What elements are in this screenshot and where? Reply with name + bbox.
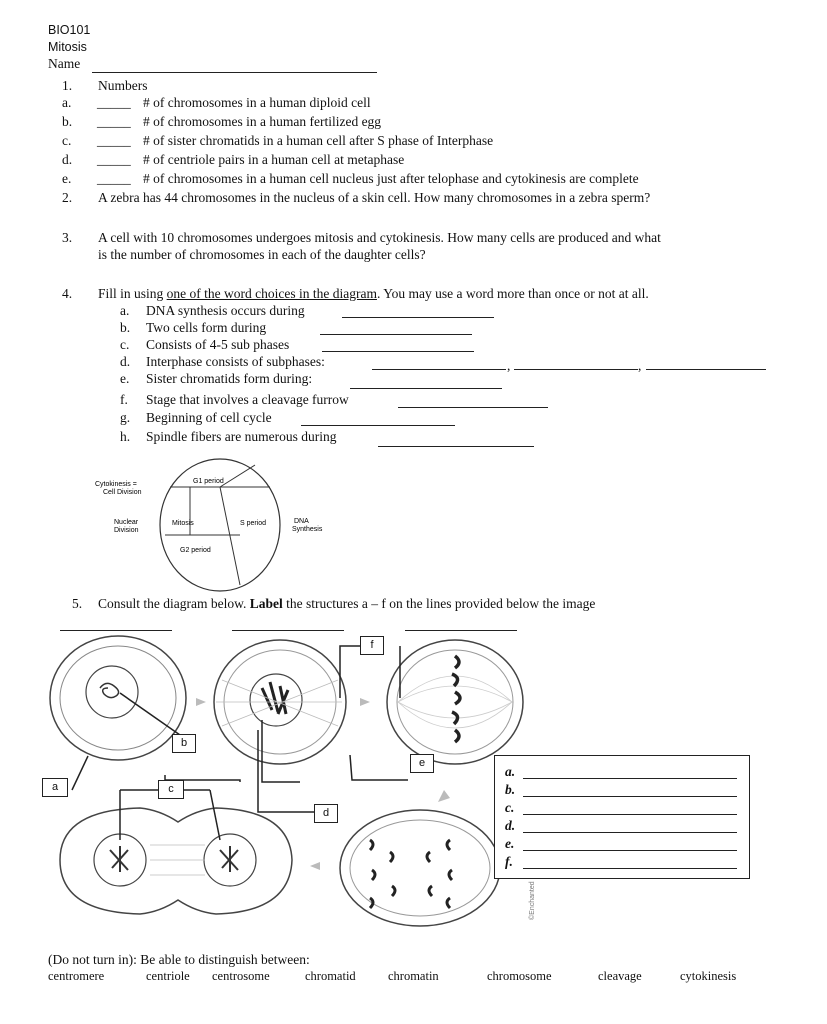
q3-number: 3. bbox=[62, 230, 73, 245]
label-box-d: d bbox=[314, 804, 338, 823]
cell-prophase bbox=[214, 640, 346, 764]
term: chromosome bbox=[487, 969, 552, 983]
cell-interphase bbox=[50, 636, 186, 760]
q1-item-blank[interactable]: _____ bbox=[97, 171, 131, 186]
term: cleavage bbox=[598, 969, 642, 983]
answer-letter: d. bbox=[505, 818, 516, 833]
q5-bold: Label bbox=[249, 596, 283, 611]
label-s: S period bbox=[240, 520, 267, 527]
answer-line[interactable] bbox=[523, 814, 737, 815]
q2-text: A zebra has 44 chromosomes in the nucleus of a skin cell. How many chromosomes in a zebra sperm? bbox=[98, 190, 651, 205]
term: chromatid bbox=[305, 969, 356, 983]
cell-cycle-diagram bbox=[90, 455, 340, 595]
q4-item-text: Interphase consists of subphases: bbox=[146, 354, 325, 369]
name-field[interactable] bbox=[92, 72, 377, 73]
q4-instructions-pre: Fill in using bbox=[98, 286, 167, 301]
q1-item-blank[interactable]: _____ bbox=[97, 95, 131, 110]
q3-text: A cell with 10 chromosomes undergoes mitosis and cytokinesis. How many cells are produced and what bbox=[98, 230, 661, 245]
label-g1: G1 period bbox=[193, 478, 224, 485]
q4-item-letter: e. bbox=[120, 371, 130, 386]
q4-instructions bbox=[98, 286, 649, 302]
q4-item-letter: c. bbox=[120, 337, 130, 352]
q4-item-letter: d. bbox=[120, 354, 131, 369]
label-cytokinesis: Cytokinesis = bbox=[95, 481, 137, 488]
answer-letter: b. bbox=[505, 782, 516, 797]
q4-item-text: Stage that involves a cleavage furrow bbox=[146, 392, 349, 407]
cell-anaphase bbox=[340, 810, 500, 926]
q1-item-letter: e. bbox=[62, 171, 72, 186]
course-code: BIO101 bbox=[48, 23, 91, 37]
label-box-c: c bbox=[158, 780, 184, 799]
q1-item-text: # of chromosomes in a human diploid cell bbox=[143, 95, 371, 110]
q4-item-letter: h. bbox=[120, 429, 131, 444]
label-box-b: b bbox=[172, 734, 196, 753]
cell-telophase bbox=[60, 808, 292, 914]
label-dna: DNA bbox=[294, 518, 309, 525]
q4-item-text: Consists of 4-5 sub phases bbox=[146, 337, 290, 352]
label-box-e: e bbox=[410, 754, 434, 773]
answer-line[interactable] bbox=[523, 778, 737, 779]
q2-number: 2. bbox=[62, 190, 73, 205]
q1-item-text: # of sister chromatids in a human cell after S phase of Interphase bbox=[143, 133, 494, 148]
q1-item-text: # of centriole pairs in a human cell at metaphase bbox=[143, 152, 405, 167]
label-cell-division: Cell Division bbox=[103, 489, 142, 496]
q1-item-text: # of chromosomes in a human fertilized egg bbox=[143, 114, 382, 129]
term: centromere bbox=[48, 969, 105, 983]
q5-text bbox=[98, 596, 595, 612]
answer-line[interactable] bbox=[646, 369, 766, 370]
label-box-f: f bbox=[360, 636, 384, 655]
answer-line[interactable] bbox=[523, 850, 737, 851]
term: centriole bbox=[146, 969, 190, 983]
q1-item-letter: d. bbox=[62, 152, 73, 167]
answer-line[interactable] bbox=[301, 425, 455, 426]
q4-item-letter: b. bbox=[120, 320, 131, 335]
q4-instructions-post: . You may use a word more than once or not at all. bbox=[376, 286, 649, 301]
answer-line[interactable] bbox=[523, 868, 737, 869]
phase-arrows bbox=[196, 698, 450, 870]
term: chromatin bbox=[388, 969, 439, 983]
answer-line[interactable] bbox=[523, 832, 737, 833]
label-synthesis: Synthesis bbox=[292, 526, 323, 533]
q3-text: is the number of chromosomes in each of the daughter cells? bbox=[98, 247, 426, 262]
q4-item-text: Beginning of cell cycle bbox=[146, 410, 272, 425]
term: cytokinesis bbox=[680, 969, 737, 983]
q4-number: 4. bbox=[62, 286, 73, 301]
q5-pre: Consult the diagram below. bbox=[98, 596, 250, 611]
name-label: Name bbox=[48, 56, 81, 71]
answer-line[interactable] bbox=[322, 351, 474, 352]
topic: Mitosis bbox=[48, 40, 87, 54]
q1-title: Numbers bbox=[98, 78, 148, 93]
answer-line[interactable] bbox=[350, 388, 502, 389]
q1-number: 1. bbox=[62, 78, 73, 93]
q4-instructions-underlined: one of the word choices in the diagram bbox=[166, 286, 377, 301]
q1-item-letter: c. bbox=[62, 133, 72, 148]
q1-item-letter: a. bbox=[62, 95, 72, 110]
label-g2: G2 period bbox=[180, 547, 211, 554]
divider bbox=[220, 487, 240, 585]
comma: , bbox=[507, 358, 511, 373]
answer-box bbox=[494, 755, 750, 879]
answer-line[interactable] bbox=[320, 334, 472, 335]
answer-letter: c. bbox=[505, 800, 515, 815]
answer-line[interactable] bbox=[523, 796, 737, 797]
label-box-a: a bbox=[42, 778, 68, 797]
answer-letter: a. bbox=[505, 764, 516, 779]
q4-item-text: DNA synthesis occurs during bbox=[146, 303, 305, 318]
q5-number: 5. bbox=[72, 596, 83, 611]
answer-letter: f. bbox=[505, 854, 513, 869]
q1-item-text: # of chromosomes in a human cell nucleus just after telophase and cytokinesis are complete bbox=[143, 171, 639, 186]
label-mitosis: Mitosis bbox=[172, 520, 194, 527]
answer-line[interactable] bbox=[514, 369, 638, 370]
q4-item-letter: f. bbox=[120, 392, 128, 407]
answer-letter: e. bbox=[505, 836, 515, 851]
q4-item-text: Spindle fibers are numerous during bbox=[146, 429, 337, 444]
q4-item-text: Sister chromatids form during: bbox=[146, 371, 313, 386]
term: centrosome bbox=[212, 969, 270, 983]
answer-line[interactable] bbox=[372, 369, 506, 370]
answer-line[interactable] bbox=[398, 407, 548, 408]
q1-item-blank[interactable]: _____ bbox=[97, 114, 131, 129]
footer-note: (Do not turn in): Be able to distinguish between: bbox=[48, 952, 310, 967]
label-division: Division bbox=[114, 527, 139, 534]
answer-line[interactable] bbox=[342, 317, 494, 318]
q1-item-letter: b. bbox=[62, 114, 73, 129]
q1-item-blank[interactable]: _____ bbox=[97, 133, 131, 148]
comma: , bbox=[638, 358, 642, 373]
image-credit: ©Enchanted bbox=[529, 881, 536, 920]
q4-item-letter: a. bbox=[120, 303, 130, 318]
cell-metaphase bbox=[387, 640, 523, 764]
q4-item-text: Two cells form during bbox=[146, 320, 267, 335]
q5-post: the structures a – f on the lines provided below the image bbox=[282, 596, 596, 611]
q4-item-letter: g. bbox=[120, 410, 131, 425]
divider bbox=[220, 465, 255, 487]
label-nuclear: Nuclear bbox=[114, 519, 139, 526]
answer-line[interactable] bbox=[378, 446, 534, 447]
q1-item-blank[interactable]: _____ bbox=[97, 152, 131, 167]
